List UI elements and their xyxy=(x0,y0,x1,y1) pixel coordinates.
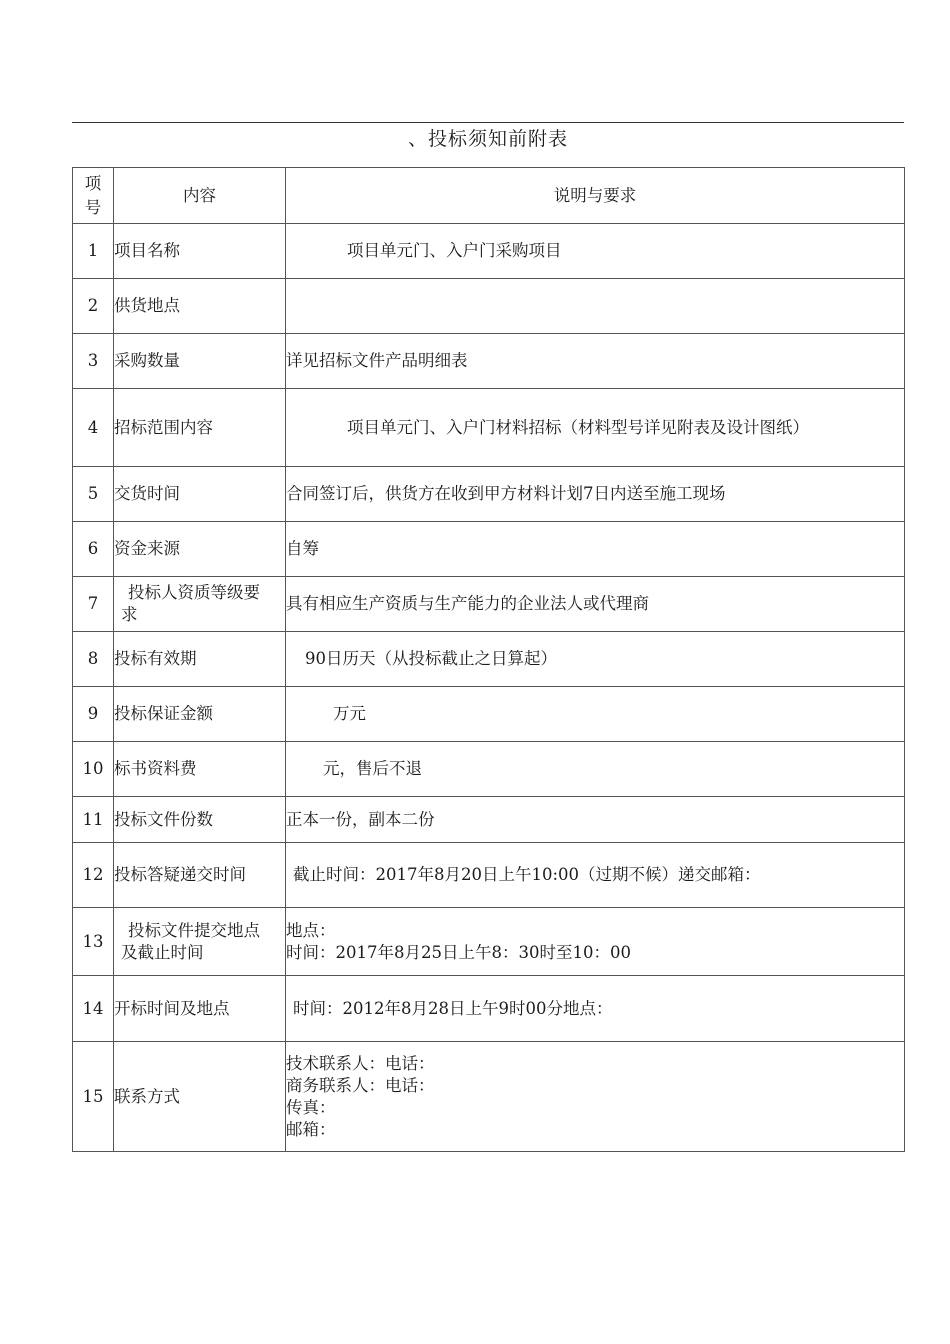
desc-line: 90日历天（从投标截止之日算起） xyxy=(305,649,557,668)
table-row xyxy=(73,389,905,467)
row-desc xyxy=(286,279,905,334)
row-item: 投标答疑递交时间 xyxy=(114,843,286,908)
page-title: 、投标须知前附表 xyxy=(407,128,568,150)
row-desc xyxy=(286,908,905,976)
row-item: 投标有效期 xyxy=(114,632,286,687)
item-line: 及截止时间 xyxy=(121,942,204,962)
row-item xyxy=(114,908,286,976)
item-line: 投标文件提交地点 xyxy=(128,920,260,940)
row-no: 10 xyxy=(73,742,114,797)
table-row xyxy=(73,279,905,334)
table-header-row xyxy=(73,168,905,224)
table-row xyxy=(73,467,905,522)
row-desc: 具有相应生产资质与生产能力的企业法人或代理商 xyxy=(286,577,905,632)
row-item: 招标范围内容 xyxy=(114,389,286,467)
row-desc: 正本一份，副本二份 xyxy=(286,797,905,843)
table-row xyxy=(73,797,905,843)
row-no: 12 xyxy=(73,843,114,908)
row-desc xyxy=(286,742,905,797)
desc-line: 截止时间：2017年8月20日上午10:00（过期不候）递交邮箱： xyxy=(293,865,761,884)
desc-line: 时间：2017年8月25日上午8：30时至10：00 xyxy=(286,942,631,962)
row-item: 标书资料费 xyxy=(114,742,286,797)
item-line: 求 xyxy=(121,605,138,624)
table-row xyxy=(73,577,905,632)
row-desc: 合同签订后，供货方在收到甲方材料计划7日内送至施工现场 xyxy=(286,467,905,522)
row-no: 4 xyxy=(73,389,114,467)
desc-line: 项目单元门、入户门材料招标（材料型号详见附表及设计图纸） xyxy=(347,417,809,437)
header-no-line: 项 xyxy=(84,173,102,193)
row-desc xyxy=(286,224,905,279)
desc-line: 传真： xyxy=(286,1097,336,1117)
table-row xyxy=(73,522,905,577)
desc-line: 邮箱： xyxy=(286,1119,336,1139)
row-item: 采购数量 xyxy=(114,334,286,389)
header-no-line: 号 xyxy=(84,197,102,217)
desc-line: 商务联系人：电话： xyxy=(286,1075,435,1095)
row-item: 开标时间及地点 xyxy=(114,976,286,1042)
row-no: 13 xyxy=(73,908,114,976)
desc-line: 项目单元门、入户门采购项目 xyxy=(347,241,562,260)
table-row xyxy=(73,687,905,742)
table-row xyxy=(73,843,905,908)
table-row xyxy=(73,334,905,389)
row-desc xyxy=(286,632,905,687)
row-item: 联系方式 xyxy=(114,1042,286,1152)
desc-line: 万元 xyxy=(333,704,366,723)
table-row xyxy=(73,908,905,976)
bid-notice-appendix-table xyxy=(72,167,905,1152)
desc-line: 技术联系人：电话： xyxy=(286,1053,435,1073)
top-rule xyxy=(72,122,904,123)
item-line: 投标人资质等级要 xyxy=(128,583,260,602)
row-no: 7 xyxy=(73,577,114,632)
row-no: 3 xyxy=(73,334,114,389)
header-desc: 说明与要求 xyxy=(286,168,905,224)
row-desc xyxy=(286,389,905,467)
table-row xyxy=(73,1042,905,1152)
table-row xyxy=(73,742,905,797)
row-item: 交货时间 xyxy=(114,467,286,522)
row-item: 投标文件份数 xyxy=(114,797,286,843)
row-no: 14 xyxy=(73,976,114,1042)
row-desc xyxy=(286,976,905,1042)
desc-line: 时间：2012年8月28日上午9时00分地点： xyxy=(293,998,613,1018)
row-no: 1 xyxy=(73,224,114,279)
row-item xyxy=(114,577,286,632)
desc-line: 地点： xyxy=(286,920,336,940)
row-item: 资金来源 xyxy=(114,522,286,577)
desc-line: 元，售后不退 xyxy=(323,759,422,778)
header-no xyxy=(73,168,114,224)
row-no: 2 xyxy=(73,279,114,334)
row-item: 项目名称 xyxy=(114,224,286,279)
row-no: 5 xyxy=(73,467,114,522)
row-desc: 自筹 xyxy=(286,522,905,577)
row-desc: 详见招标文件产品明细表 xyxy=(286,334,905,389)
row-desc xyxy=(286,687,905,742)
row-item: 供货地点 xyxy=(114,279,286,334)
table-row xyxy=(73,224,905,279)
row-no: 6 xyxy=(73,522,114,577)
row-no: 8 xyxy=(73,632,114,687)
header-item: 内容 xyxy=(114,168,286,224)
row-no: 15 xyxy=(73,1042,114,1152)
table-row xyxy=(73,632,905,687)
row-no: 11 xyxy=(73,797,114,843)
row-item: 投标保证金额 xyxy=(114,687,286,742)
row-desc xyxy=(286,843,905,908)
row-no: 9 xyxy=(73,687,114,742)
row-desc xyxy=(286,1042,905,1152)
table-row xyxy=(73,976,905,1042)
